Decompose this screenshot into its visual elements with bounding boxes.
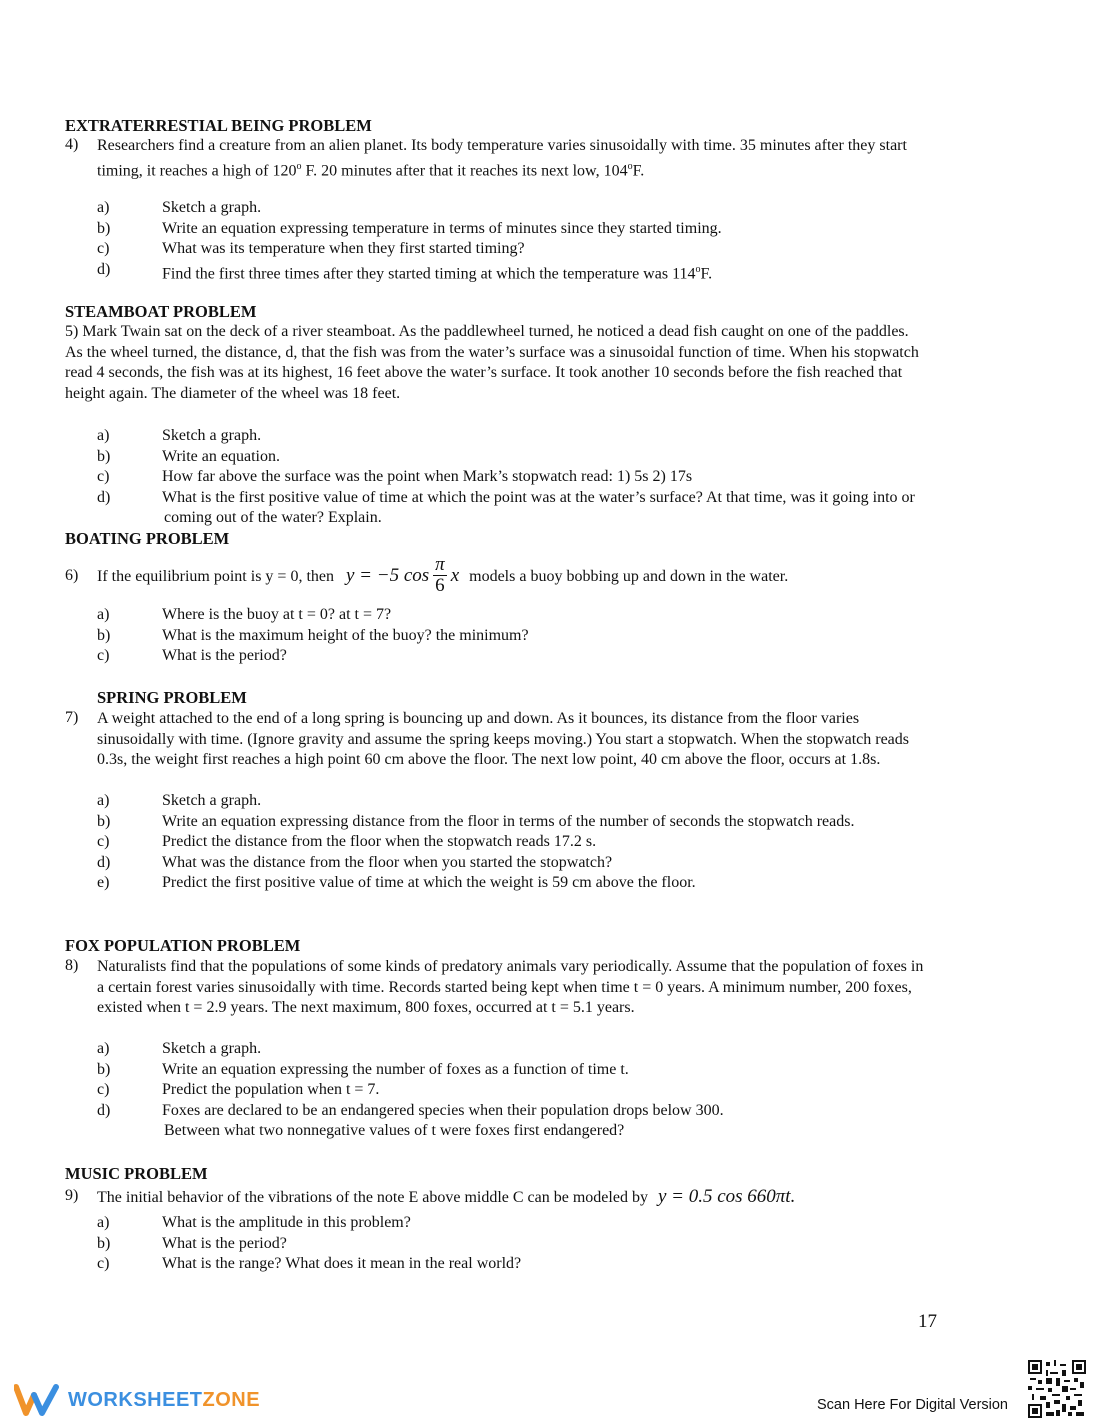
item-text: Sketch a graph. [162, 427, 262, 444]
problem-number: 7) [65, 709, 79, 726]
problem-7-text [97, 709, 1042, 771]
list-item [97, 239, 1037, 260]
item-text: What is the range? What does it mean in the real world? [162, 1255, 522, 1273]
problem-6-items [97, 605, 1037, 667]
list-item [97, 832, 1037, 853]
heading-extraterrestrial: EXTRATERRESTIAL BEING PROBLEM [65, 116, 372, 135]
text-span: If the equilibrium point is y = 0, then [97, 568, 334, 585]
text-line: sinusoidally with time. (Ignore gravity and assume the spring keeps moving.) You start a stopwatch. When the stopwatch reads [97, 730, 909, 748]
item-label: b) [97, 1060, 111, 1078]
item-label: a) [97, 1040, 110, 1057]
list-item [97, 447, 1037, 468]
problem-4-items [97, 198, 1037, 285]
item-label: b) [97, 812, 111, 830]
list-item [97, 1039, 1037, 1060]
problem-number: 4) [65, 136, 79, 153]
heading-boating: BOATING PROBLEM [65, 529, 230, 548]
list-item [97, 426, 1037, 447]
list-item [97, 605, 1037, 626]
list-item [97, 198, 1037, 219]
item-label: b) [97, 1234, 111, 1252]
scan-label: Scan Here For Digital Version [817, 1397, 1008, 1413]
item-label: b) [97, 219, 111, 237]
item-text: Write an equation. [162, 447, 280, 465]
item-text: What is the amplitude in this problem? [162, 1214, 411, 1231]
list-item [97, 812, 1037, 833]
problem-4-text [97, 136, 1042, 182]
problem-5-items [97, 426, 1037, 529]
text-line: a certain forest varies sinusoidally with time. Records started being kept when time t = 0 years. A minimum number, 200 foxes, [97, 978, 912, 996]
problem-number: 9) [65, 1187, 79, 1204]
problem-number: 6) [65, 567, 79, 584]
list-item [97, 1254, 1037, 1275]
logo-w-icon [14, 1383, 60, 1417]
item-continuation: Between what two nonnegative values of t were foxes first endangered? [164, 1122, 625, 1140]
item-label: d) [97, 260, 111, 278]
problem-8-items [97, 1039, 1037, 1142]
problem-6-text [97, 553, 1042, 600]
problem-5-text [65, 322, 1040, 404]
text-line: Naturalists find that the populations of some kinds of predatory animals vary periodically. Assume that the population of foxes in [97, 958, 924, 975]
problem-7-items [97, 791, 1037, 894]
degree-mark: o [695, 263, 701, 275]
equation-fraction [433, 555, 447, 596]
item-text: Where is the buoy at t = 0? at t = 7? [162, 606, 392, 623]
list-item [97, 873, 1037, 894]
item-label: a) [97, 427, 110, 444]
list-item [97, 260, 1037, 285]
item-text: Write an equation expressing temperature in terms of minutes since they started timing. [162, 219, 722, 237]
text-span: F. 20 minutes after that it reaches its next low, 104 [301, 161, 628, 179]
item-label: a) [97, 199, 110, 216]
text-span: Find the first three times after they started timing at which the temperature was 114 [162, 265, 696, 283]
list-item [97, 646, 1037, 667]
item-label: a) [97, 606, 110, 623]
item-label: d) [97, 488, 111, 506]
item-label: d) [97, 853, 111, 871]
text-span: F. [700, 265, 713, 283]
text-span: The initial behavior of the vibrations of the note E above middle C can be modeled by [97, 1189, 648, 1206]
list-item [97, 1234, 1037, 1255]
heading-music: MUSIC PROBLEM [65, 1164, 208, 1183]
fraction-denominator: 6 [435, 574, 445, 596]
item-text: What is the period? [162, 1234, 287, 1252]
text-span: timing, it reaches a high of 120 [97, 161, 297, 179]
item-label: c) [97, 468, 110, 486]
item-label: c) [97, 240, 110, 258]
list-item [97, 853, 1037, 874]
list-item [97, 467, 1037, 488]
text-line: A weight attached to the end of a long spring is bouncing up and down. As it bounces, its distance from the floor varies [97, 710, 860, 727]
item-label: c) [97, 647, 110, 665]
text-line: height again. The diameter of the wheel was 18 feet. [65, 384, 401, 402]
list-item [97, 626, 1037, 647]
text-line: read 4 seconds, the fish was at its highest, 16 feet above the water’s surface. It took another 10 seconds before the fish reached that [65, 364, 903, 382]
item-label: c) [97, 833, 110, 851]
item-text: Sketch a graph. [162, 792, 262, 809]
heading-spring: SPRING PROBLEM [97, 688, 247, 707]
problem-4-line2 [97, 157, 1042, 182]
text-line: 0.3s, the weight first reaches a high point 60 cm above the floor. The next low point, 40 cm above the floor, occurs at 1.8s. [97, 751, 881, 769]
item-label: c) [97, 1081, 110, 1099]
page-number: 17 [918, 1311, 937, 1332]
item-text: Predict the first positive value of time at which the weight is 59 cm above the floor. [162, 874, 696, 892]
logo-text-b: ZONE [202, 1388, 261, 1411]
problem-9-text [97, 1187, 1042, 1209]
item-label: a) [97, 792, 110, 809]
list-item [97, 219, 1037, 240]
item-text: Predict the population when t = 7. [162, 1081, 380, 1099]
item-text: Foxes are declared to be an endangered species when their population drops below 300. [162, 1101, 724, 1119]
problem-9-items [97, 1213, 1037, 1275]
problem-number: 8) [65, 957, 79, 974]
fraction-numerator: π [435, 553, 445, 575]
list-item [97, 1213, 1037, 1234]
item-label: c) [97, 1255, 110, 1273]
item-text: How far above the surface was the point when Mark’s stopwatch read: 1) 5s 2) 17s [162, 468, 693, 486]
qr-code-icon[interactable] [1028, 1360, 1086, 1418]
text-line: As the wheel turned, the distance, d, that the fish was from the water’s surface was a sinusoidal function of time. When his stopwatch [65, 343, 919, 361]
item-label: d) [97, 1101, 111, 1119]
item-text [162, 260, 1037, 285]
list-item [97, 791, 1037, 812]
text-span: F. [632, 161, 645, 179]
item-text: What was the distance from the floor when you started the stopwatch? [162, 853, 613, 871]
text-span: models a buoy bobbing up and down in the water. [469, 568, 789, 585]
list-item [97, 488, 1037, 509]
item-text: Write an equation expressing distance from the floor in terms of the number of seconds the stopwatch reads. [162, 812, 855, 830]
item-label: e) [97, 874, 110, 892]
item-text: Predict the distance from the floor when the stopwatch reads 17.2 s. [162, 833, 597, 851]
item-label: b) [97, 447, 111, 465]
item-text: What is the period? [162, 647, 287, 665]
equation-variable: x [450, 565, 460, 586]
heading-fox-population: FOX POPULATION PROBLEM [65, 936, 301, 955]
item-text: What was its temperature when they first started timing? [162, 240, 525, 258]
item-text: Sketch a graph. [162, 1040, 262, 1057]
item-text: What is the first positive value of time at which the point was at the water’s surface? At that time, was it going into or [162, 488, 915, 506]
heading-steamboat: STEAMBOAT PROBLEM [65, 302, 257, 321]
text-line: existed when t = 2.9 years. The next maximum, 800 foxes, occurred at t = 5.1 years. [97, 999, 635, 1017]
item-text: Write an equation expressing the number of foxes as a function of time t. [162, 1060, 629, 1078]
degree-mark: o [296, 160, 302, 172]
worksheetzone-logo[interactable] [14, 1383, 260, 1417]
equation: y = 0.5 cos 660πt. [657, 1186, 796, 1207]
text-line: 5) Mark Twain sat on the deck of a river steamboat. As the paddlewheel turned, he noticed a dead fish caught on one of the paddles. [65, 323, 909, 340]
degree-mark: o [627, 160, 633, 172]
problem-4-line1: Researchers find a creature from an alien planet. Its body temperature varies sinusoidally with time. 35 minutes after they start [97, 137, 907, 154]
list-item [97, 1101, 1037, 1122]
list-item [97, 1060, 1037, 1081]
item-label: a) [97, 1214, 110, 1231]
logo-text-a: WORKSHEET [68, 1388, 203, 1411]
item-text: Sketch a graph. [162, 199, 262, 216]
item-continuation: coming out of the water? Explain. [164, 509, 382, 527]
equation-part: y = −5 cos [346, 565, 430, 586]
logo-text [68, 1389, 260, 1412]
problem-8-text [97, 957, 1042, 1019]
list-item [97, 1080, 1037, 1101]
item-label: b) [97, 626, 111, 644]
item-text: What is the maximum height of the buoy? the minimum? [162, 626, 529, 644]
